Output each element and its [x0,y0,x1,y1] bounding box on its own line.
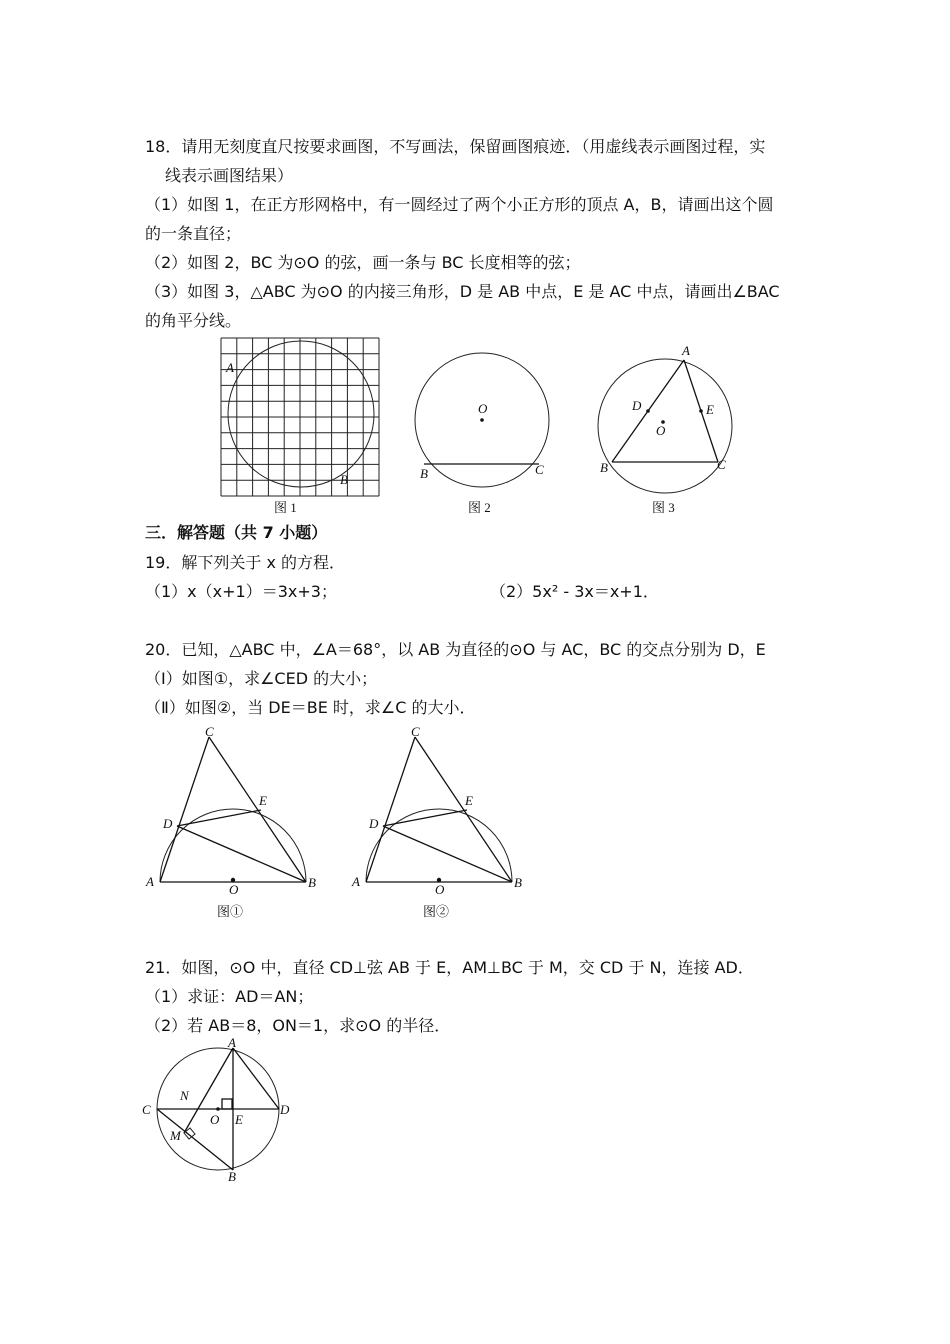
fig3-label-b: B [600,460,608,475]
q20-figure-2 [349,722,539,927]
q21-label-o: O [210,1112,220,1127]
q21-label-m: M [170,1128,181,1143]
q18-figure-2-circle [412,350,557,520]
q18-figure-3-inscribed-triangle [596,342,741,522]
q18-part1-line-2: 的一条直径； [145,224,242,243]
fig3-dot-d [646,409,650,413]
q21-label-c: C [142,1102,151,1117]
q21-line-1: 21．如图，⊙O 中，直径 CD⊥弦 AB 于 E，AM⊥BC 于 M，交 CD 于 N，连接 AD． [145,958,754,977]
q20-fig2-label-d: D [369,816,379,831]
q21-label-b: B [228,1169,236,1184]
q21-part-2: （2）若 AB＝8，ON＝1，求⊙O 的半径． [145,1016,451,1035]
q20-fig2-label-e: E [465,793,473,808]
fig3-label-o: O [656,423,666,438]
q19-line-1: 19．解下列关于 x 的方程． [145,553,346,572]
fig2-caption: 图 2 [468,500,491,515]
q20-fig1-label-b: B [308,875,316,890]
fig1-label-b: B [340,472,348,487]
q20-part-2: （Ⅱ）如图②，当 DE＝BE 时，求∠C 的大小． [145,698,476,717]
fig2-label-c: C [535,462,544,477]
fig3-label-e: E [706,402,714,417]
fig3-label-d: D [632,398,642,413]
q20-fig2-label-b: B [514,875,522,890]
q18-part3-line-2: 的角平分线。 [145,311,242,330]
q20-fig1-label-d: D [163,816,173,831]
fig1-label-a: A [226,360,234,375]
fig2-label-o: O [478,401,488,416]
fig3-caption: 图 3 [652,500,675,515]
right-angle-marker-e [222,1099,232,1109]
q18-figure-1-grid [218,336,383,516]
q21-label-d: D [280,1102,290,1117]
q20-fig2-label-c: C [411,724,420,739]
q20-fig2-label-a: A [352,874,360,889]
q18-line-1: 18．请用无刻度直尺按要求画图，不写画法，保留画图痕迹．（用虚线表示画图过程，实 [145,137,766,156]
section-3-heading: 三．解答题（共 7 小题） [145,523,328,542]
q21-part-1: （1）求证：AD＝AN； [145,987,314,1006]
q20-figure-1 [143,722,333,927]
fig3-dot-e [699,409,703,413]
q18-part2: （2）如图 2，BC 为⊙O 的弦，画一条与 BC 长度相等的弦； [145,253,581,272]
q20-fig2-caption: 图② [423,904,450,919]
q18-part3-line-1: （3）如图 3，△ABC 为⊙O 的内接三角形，D 是 AB 中点，E 是 AC 中点，请画出∠BAC [145,282,780,301]
fig1-caption: 图 1 [274,500,297,515]
q20-fig2-label-o: O [435,882,445,897]
q20-fig1-label-o: O [229,882,239,897]
q19-part-1: （1）x（x+1）＝3x+3； [145,582,337,601]
q21-label-a: A [228,1035,236,1050]
q20-part-1: （Ⅰ）如图①，求∠CED 的大小； [145,669,378,688]
q18-line-2: 线表示画图结果） [165,166,294,185]
fig3-label-c: C [717,457,726,472]
q20-line-1: 20．已知，△ABC 中，∠A＝68°，以 AB 为直径的⊙O 与 AC，BC 的交点分别为 D，E [145,640,766,659]
q18-part1-line-1: （1）如图 1，在正方形网格中，有一圆经过了两个小正方形的顶点 A，B，请画出这个圆 [145,195,774,214]
q20-fig1-caption: 图① [217,904,244,919]
q19-part-2: （2）5x² - 3x＝x+1． [490,582,659,601]
fig2-center-dot [480,418,484,422]
fig3-label-a: A [682,343,690,358]
q21-center-dot [216,1107,220,1111]
q21-label-n: N [180,1088,189,1103]
q20-fig1-label-c: C [205,724,214,739]
q20-fig1-label-e: E [259,793,267,808]
q21-label-e: E [235,1112,243,1127]
q20-fig1-label-a: A [146,874,154,889]
q21-figure [140,1036,300,1186]
fig2-label-b: B [420,466,428,481]
